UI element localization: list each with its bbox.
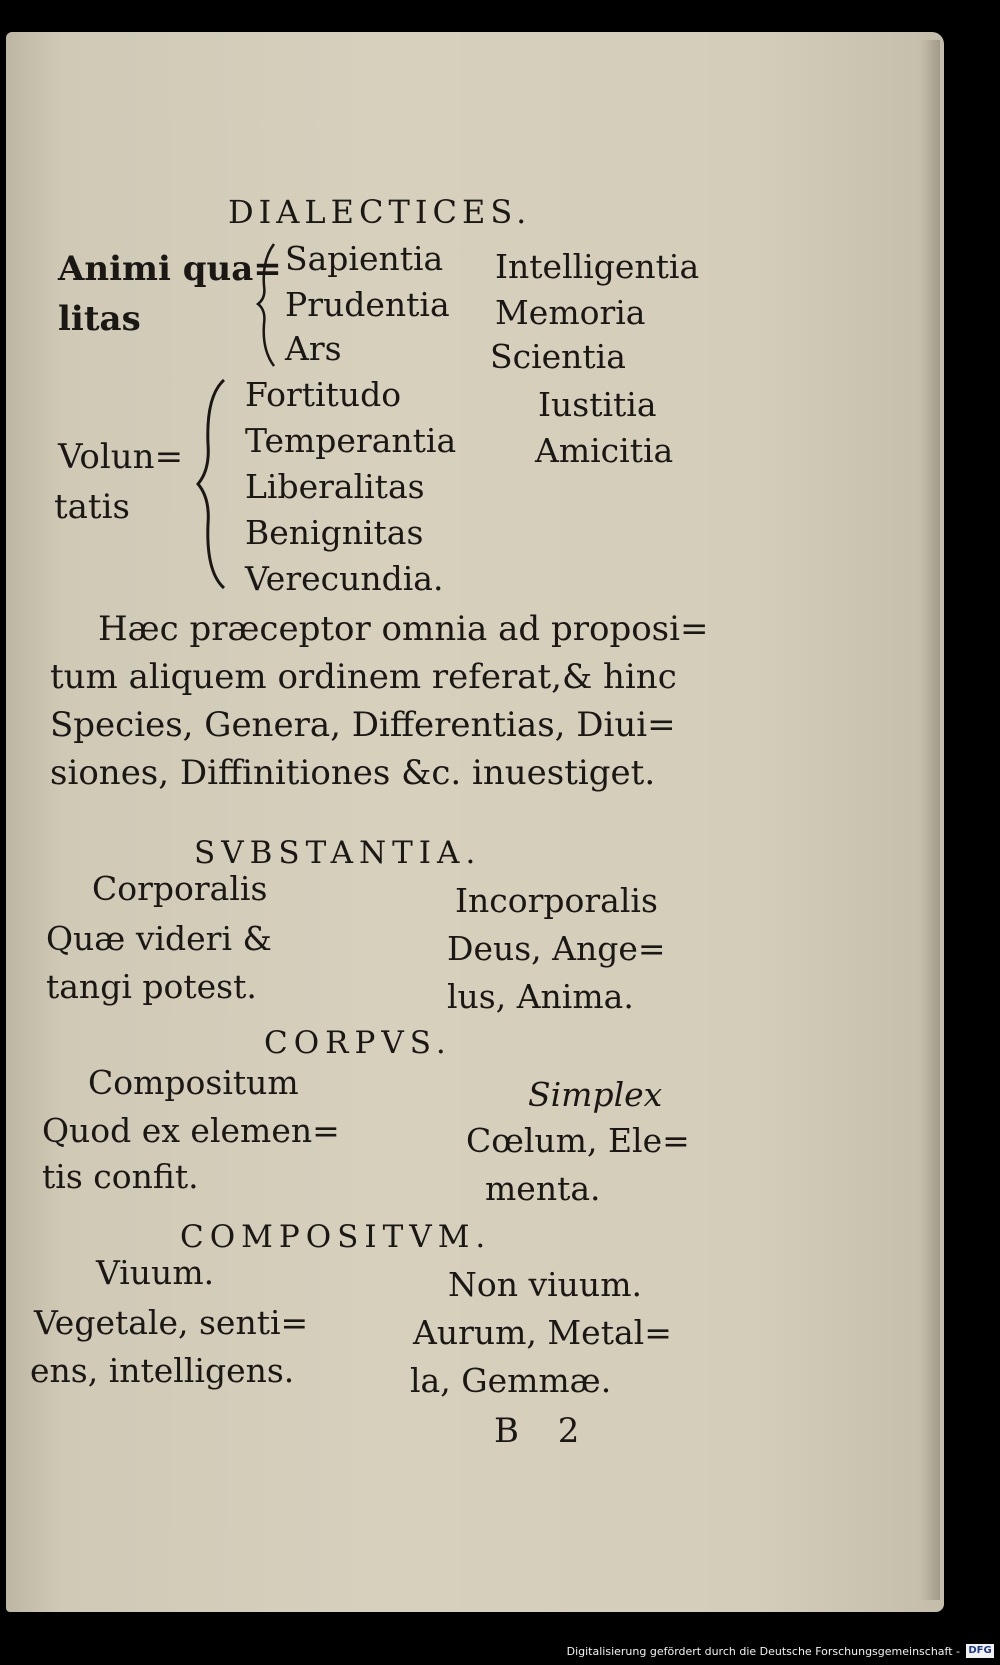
animi-col1-item: Ars <box>285 329 342 368</box>
funding-credit: Digitalisierung gefördert durch die Deutsche Forschungsgemeinschaft - <box>566 1645 960 1658</box>
animi-col2-item: Intelligentia <box>495 247 700 286</box>
voluntatis-col1-item: Liberalitas <box>245 467 425 506</box>
animi-col2-item: Scientia <box>490 337 626 376</box>
substantia-left-line: Quæ videri & <box>46 919 272 958</box>
corpus-right-line: menta. <box>485 1169 601 1208</box>
signature-mark: B 2 <box>494 1411 594 1451</box>
compositum-right-line: Aurum, Metal= <box>413 1313 672 1352</box>
voluntatis-col1-item: Benignitas <box>245 513 424 552</box>
animi-label-line1: Animi qua= <box>58 249 282 289</box>
voluntatis-brace <box>194 374 230 594</box>
corpus-left-line: Quod ex elemen= <box>42 1111 340 1150</box>
compositum-left-line: Vegetale, senti= <box>34 1303 309 1342</box>
corpus-right-line: Cœlum, Ele= <box>466 1121 690 1160</box>
corpus-left-line: tis confit. <box>42 1157 199 1196</box>
dfg-logo-icon: DFG <box>966 1644 994 1658</box>
voluntatis-col1-item: Verecundia. <box>245 559 444 598</box>
animi-col1-item: Sapientia <box>285 239 444 278</box>
paragraph-line: Hæc præceptor omnia ad proposi= <box>98 609 709 649</box>
paragraph-line: tum aliquem ordinem referat,& hinc <box>50 657 677 697</box>
substantia-left-line: Corporalis <box>92 869 268 908</box>
compositum-left-line: Viuum. <box>96 1253 215 1292</box>
page-edge-shadow <box>920 40 940 1600</box>
animi-label-line2: litas <box>58 299 141 339</box>
compositum-heading: COMPOSITVM. <box>180 1219 492 1255</box>
corpus-left-line: Compositum <box>88 1063 299 1102</box>
animi-col2-item: Memoria <box>495 293 646 332</box>
compositum-right-line: Non viuum. <box>448 1265 642 1304</box>
animi-brace <box>256 240 280 370</box>
running-head: DIALECTICES. <box>228 193 532 231</box>
substantia-heading: SVBSTANTIA. <box>194 835 482 871</box>
voluntatis-col1-item: Temperantia <box>245 421 457 460</box>
corpus-heading: CORPVS. <box>264 1025 452 1061</box>
footer-bar <box>0 1640 1000 1665</box>
substantia-right-line: lus, Anima. <box>447 977 634 1016</box>
voluntatis-label-line1: Volun= <box>58 437 184 477</box>
compositum-left-line: ens, intelligens. <box>30 1351 295 1390</box>
animi-col1-item: Prudentia <box>285 285 450 324</box>
substantia-right-line: Deus, Ange= <box>447 929 666 968</box>
substantia-right-line: Incorporalis <box>455 881 658 920</box>
voluntatis-col1-item: Fortitudo <box>245 375 402 414</box>
paragraph-line: siones, Diffinitiones &c. inuestiget. <box>50 753 656 793</box>
voluntatis-label-line2: tatis <box>54 487 130 527</box>
corpus-right-line: Simplex <box>528 1075 663 1114</box>
compositum-right-line: la, Gemmæ. <box>410 1361 612 1400</box>
voluntatis-col2-item: Iustitia <box>538 385 657 424</box>
substantia-left-line: tangi potest. <box>46 967 257 1006</box>
voluntatis-col2-item: Amicitia <box>535 431 674 470</box>
paragraph-line: Species, Genera, Differentias, Diui= <box>50 705 676 745</box>
